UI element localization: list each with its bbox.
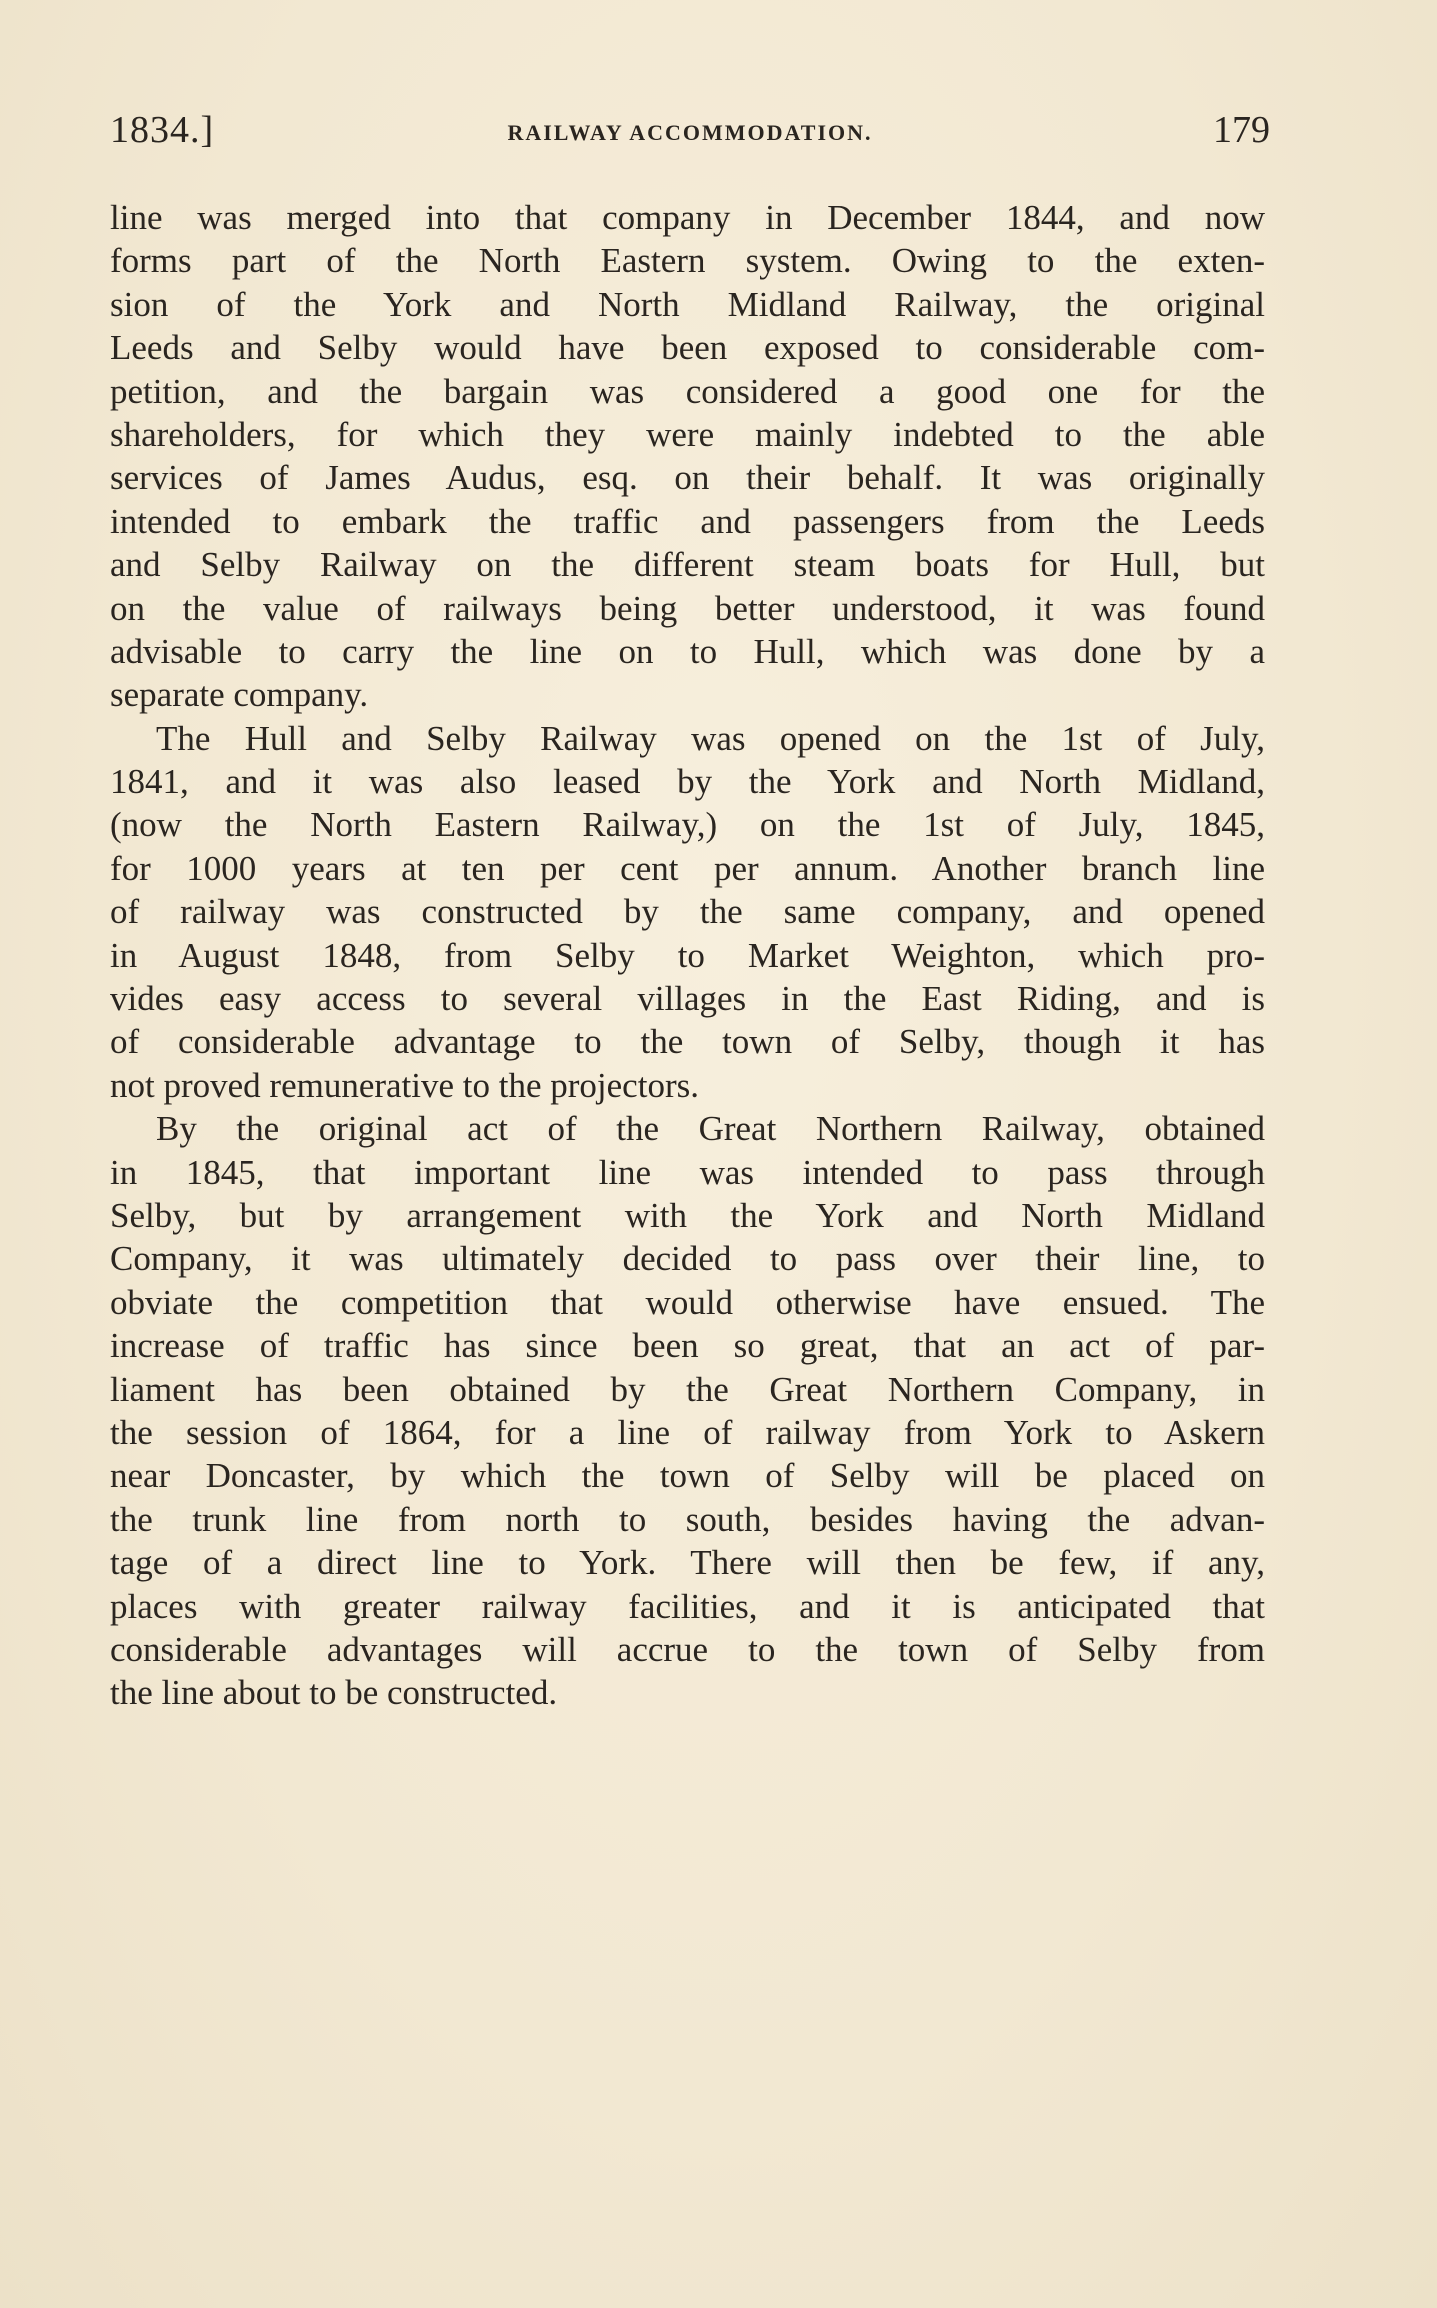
text-line: forms part of the North Eastern system. Owing to the exten- bbox=[110, 241, 1265, 281]
text-line: on the value of railways being better understood, it was found bbox=[110, 588, 1265, 628]
text-line: obviate the competition that would otherwise have ensued. The bbox=[110, 1282, 1265, 1322]
text-line: considerable advantages will accrue to the town of Selby from bbox=[110, 1629, 1265, 1669]
text-line: for 1000 years at ten per cent per annum. Another branch line bbox=[110, 848, 1265, 888]
header-title: RAILWAY ACCOMMODATION. bbox=[507, 120, 873, 145]
text-line: (now the North Eastern Railway,) on the 1st of July, 1845, bbox=[110, 805, 1265, 845]
text-line: services of James Audus, esq. on their behalf. It was originally bbox=[110, 458, 1265, 498]
text-line: Selby, but by arrangement with the York and North Midland bbox=[110, 1195, 1265, 1235]
body-text bbox=[110, 196, 1265, 1715]
running-header bbox=[110, 108, 1270, 168]
text-line: sion of the York and North Midland Railway, the original bbox=[110, 284, 1265, 324]
text-line: near Doncaster, by which the town of Selby will be placed on bbox=[110, 1456, 1265, 1496]
page-number: 179 bbox=[1213, 109, 1270, 151]
text-line: 1841, and it was also leased by the York and North Midland, bbox=[110, 762, 1265, 802]
text-line: in August 1848, from Selby to Market Weighton, which pro- bbox=[110, 935, 1265, 975]
text-line: tage of a direct line to York. There will then be few, if any, bbox=[110, 1543, 1265, 1583]
text-line: the trunk line from north to south, besides having the advan- bbox=[110, 1499, 1265, 1539]
text-line: line was merged into that company in December 1844, and now bbox=[110, 198, 1265, 237]
text-line: petition, and the bargain was considered a good one for the bbox=[110, 371, 1265, 411]
text-line: Leeds and Selby would have been exposed to considerable com- bbox=[110, 328, 1265, 368]
text-line: of considerable advantage to the town of Selby, though it has bbox=[110, 1022, 1265, 1062]
text-line: intended to embark the traffic and passengers from the Leeds bbox=[110, 501, 1265, 541]
text-line: advisable to carry the line on to Hull, which was done by a bbox=[110, 631, 1265, 671]
header-year: 1834.] bbox=[110, 109, 215, 151]
text-line: separate company. bbox=[110, 675, 369, 715]
text-line: the line about to be constructed. bbox=[110, 1673, 558, 1713]
text-line: in 1845, that important line was intended to pass through bbox=[110, 1152, 1265, 1192]
text-line: of railway was constructed by the same company, and opened bbox=[110, 892, 1265, 932]
text-line: vides easy access to several villages in the East Riding, and is bbox=[110, 979, 1265, 1019]
text-line: and Selby Railway on the different steam boats for Hull, but bbox=[110, 545, 1265, 585]
text-line: not proved remunerative to the projectors. bbox=[110, 1065, 699, 1105]
text-line: By the original act of the Great Northern Railway, obtained bbox=[156, 1109, 1265, 1149]
text-line: Company, it was ultimately decided to pass over their line, to bbox=[110, 1239, 1265, 1279]
text-line: shareholders, for which they were mainly indebted to the able bbox=[110, 414, 1265, 454]
text-line: The Hull and Selby Railway was opened on the 1st of July, bbox=[156, 718, 1265, 758]
text-line: liament has been obtained by the Great Northern Company, in bbox=[110, 1369, 1265, 1409]
text-line: places with greater railway facilities, and it is anticipated that bbox=[110, 1586, 1265, 1626]
text-line: increase of traffic has since been so great, that an act of par- bbox=[110, 1326, 1265, 1366]
text-line: the session of 1864, for a line of railway from York to Askern bbox=[110, 1412, 1265, 1452]
